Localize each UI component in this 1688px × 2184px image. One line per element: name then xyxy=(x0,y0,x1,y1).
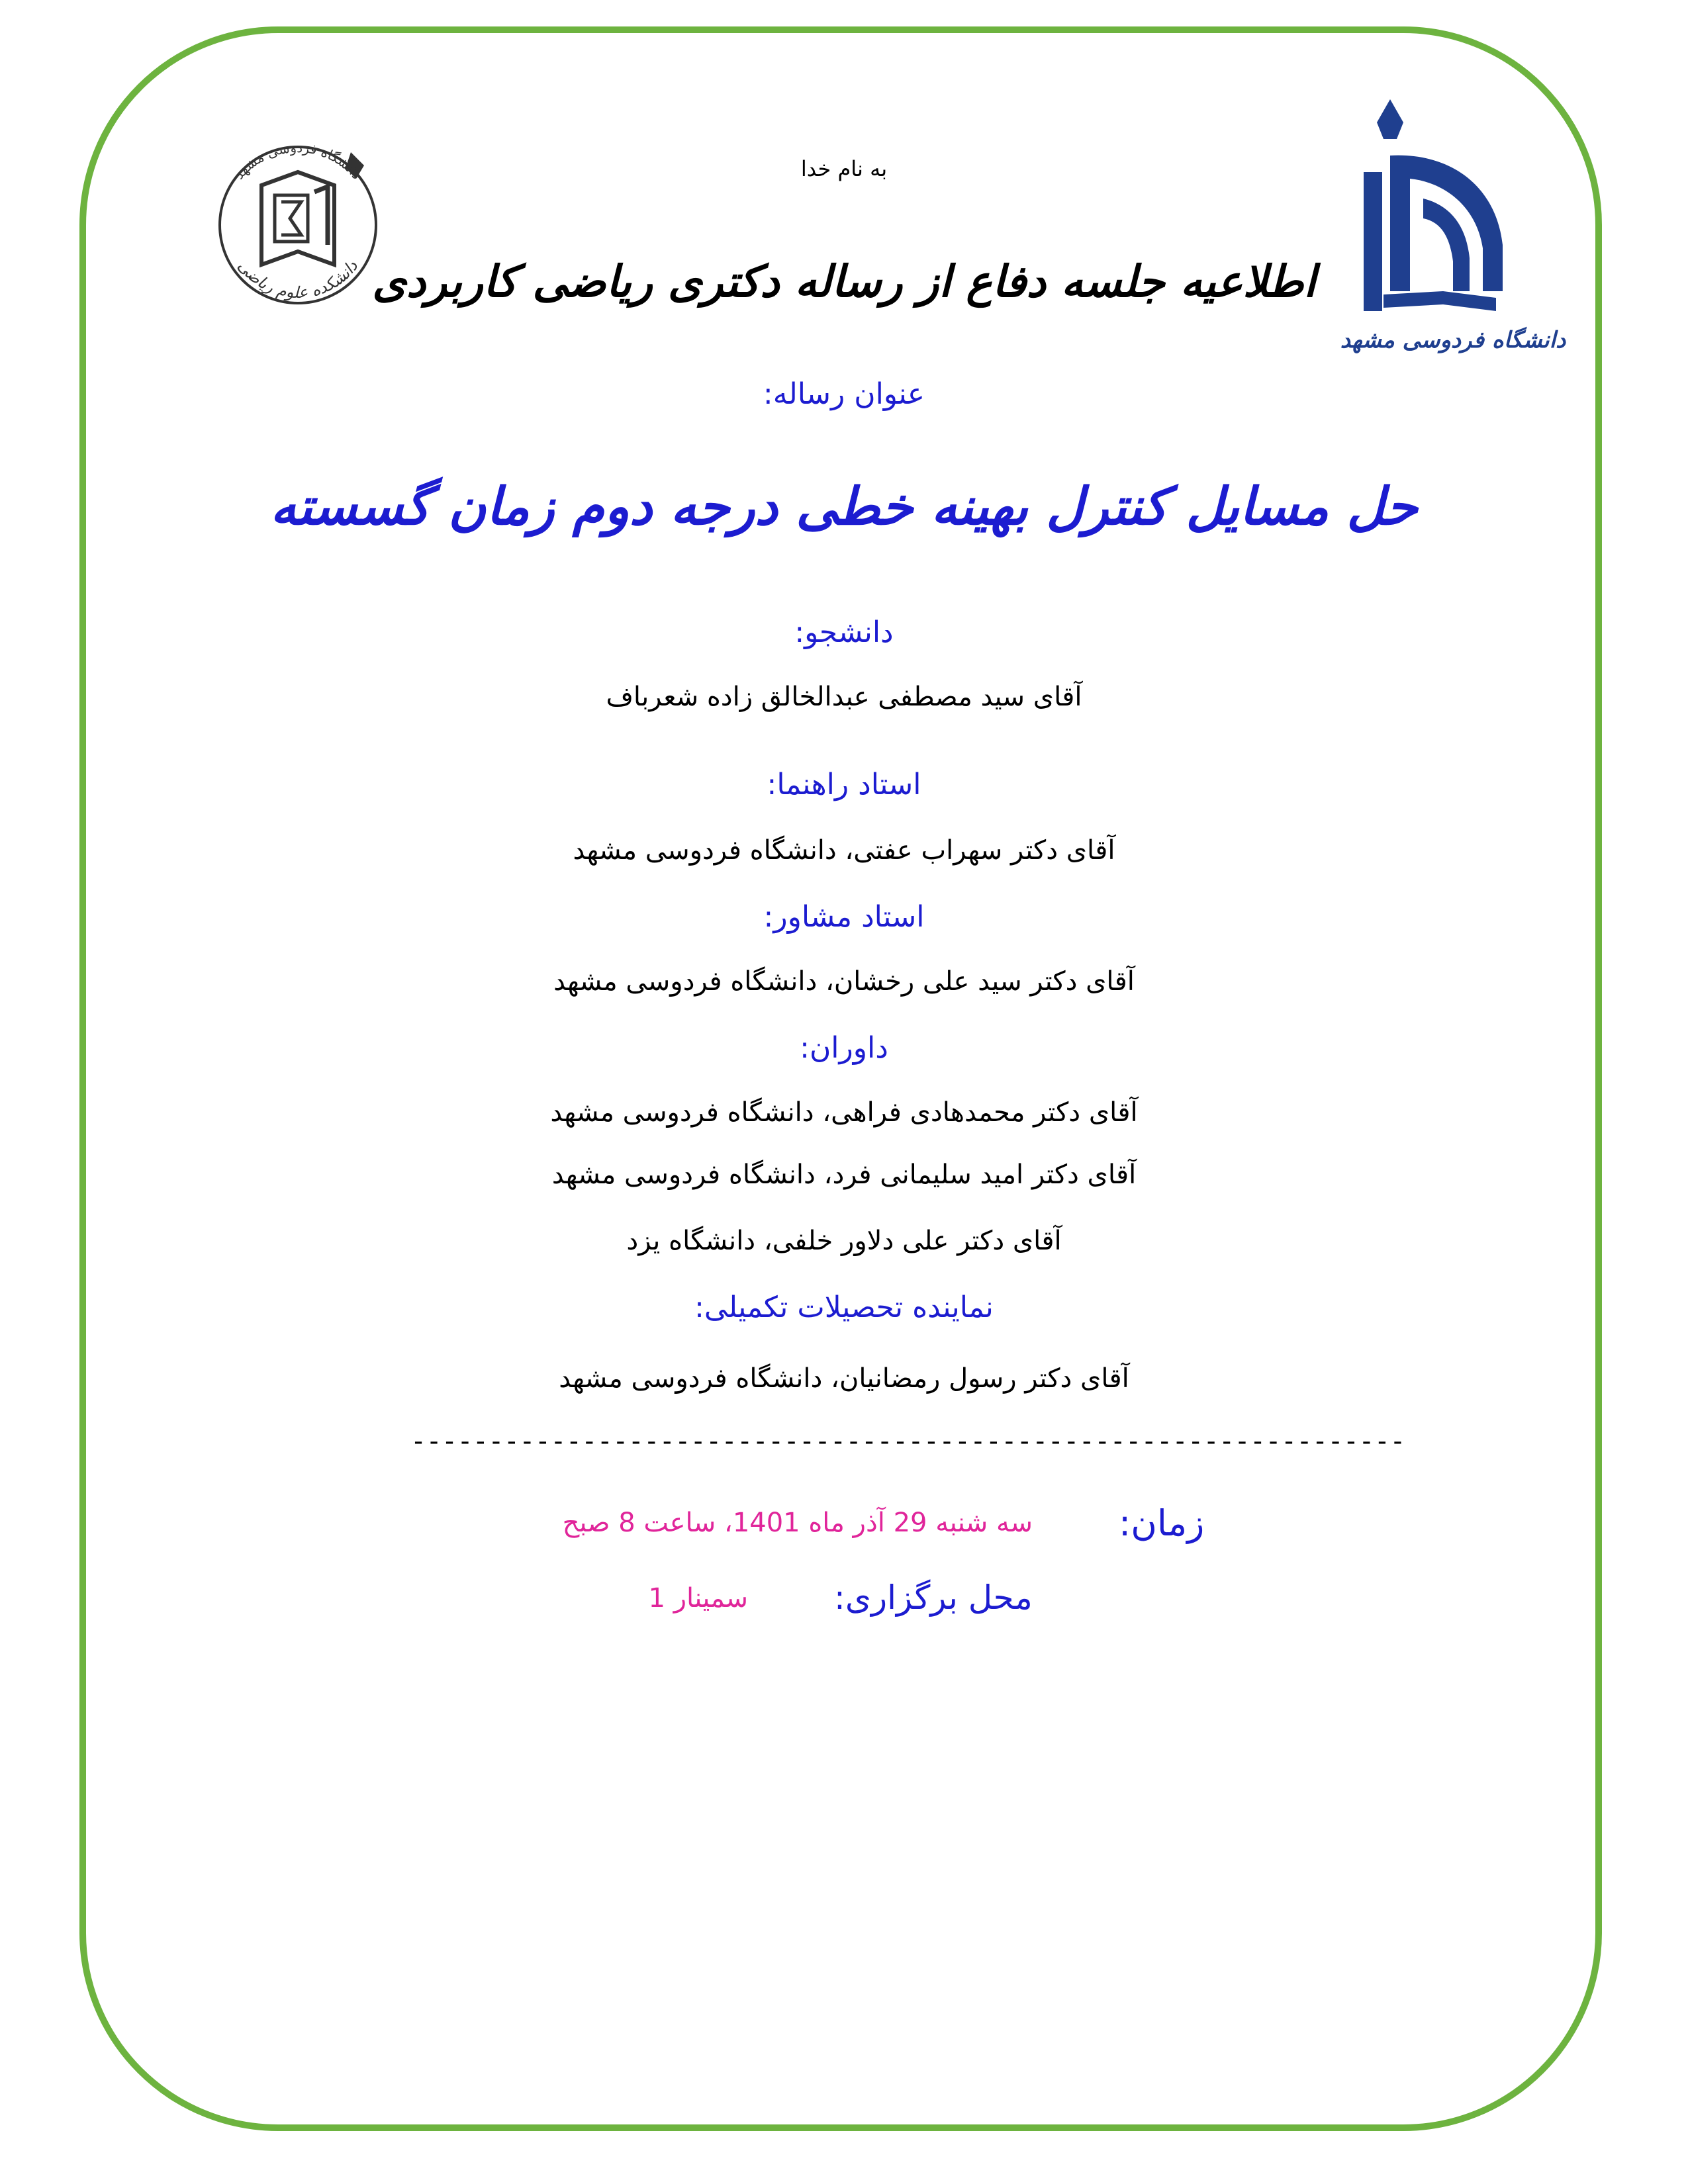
thesis-title: حل مسایل کنترل بهینه خطی درجه دوم زمان گسسته xyxy=(270,477,1418,537)
referee-name: آقای دکتر محمدهادی فراهی، دانشگاه فردوسی مشهد xyxy=(550,1097,1138,1128)
referees-label: داوران: xyxy=(800,1031,888,1065)
referee-name: آقای دکتر امید سلیمانی فرد، دانشگاه فردوسی مشهد xyxy=(551,1160,1137,1190)
time-label: زمان: xyxy=(1119,1502,1205,1544)
student-label: دانشجو: xyxy=(794,615,894,649)
bismillah-heading: به نام خدا xyxy=(800,156,888,181)
separator-line: ---------------------------------------------------------------- xyxy=(410,1426,1405,1457)
announcement-title: اطلاعیه جلسه دفاع از رساله دکتری ریاضی کاربردی xyxy=(372,255,1316,307)
supervisor-label: استاد راهنما: xyxy=(767,768,921,801)
left-logo-caption-bottom: دانشکده علوم ریاضی xyxy=(234,256,362,302)
student-name: آقای سید مصطفی عبدالخالق زاده شعرباف xyxy=(606,682,1082,712)
venue-label: محل برگزاری: xyxy=(834,1578,1033,1617)
advisor-name: آقای دکتر سید علی رخشان، دانشگاه فردوسی مشهد xyxy=(553,966,1135,997)
advisor-label: استاد مشاور: xyxy=(763,900,925,934)
graduate-representative-name: آقای دکتر رسول رمضانیان، دانشگاه فردوسی مشهد xyxy=(559,1363,1129,1394)
supervisor-name: آقای دکتر سهراب عفتی، دانشگاه فردوسی مشهد xyxy=(573,835,1115,866)
referee-name: آقای دکتر علی دلاور خلفی، دانشگاه یزد xyxy=(626,1226,1062,1256)
time-value: سه شنبه 29 آذر ماه 1401، ساعت 8 صبح xyxy=(562,1508,1033,1538)
venue-value: سمینار 1 xyxy=(648,1583,748,1614)
right-logo-caption: دانشگاه فردوسی مشهد xyxy=(1340,327,1566,353)
graduate-representative-label: نماینده تحصیلات تکمیلی: xyxy=(694,1291,994,1324)
left-logo-caption-top: دانشگاه فردوسی مشهد xyxy=(230,139,365,183)
thesis-title-label: عنوان رساله: xyxy=(763,377,925,411)
